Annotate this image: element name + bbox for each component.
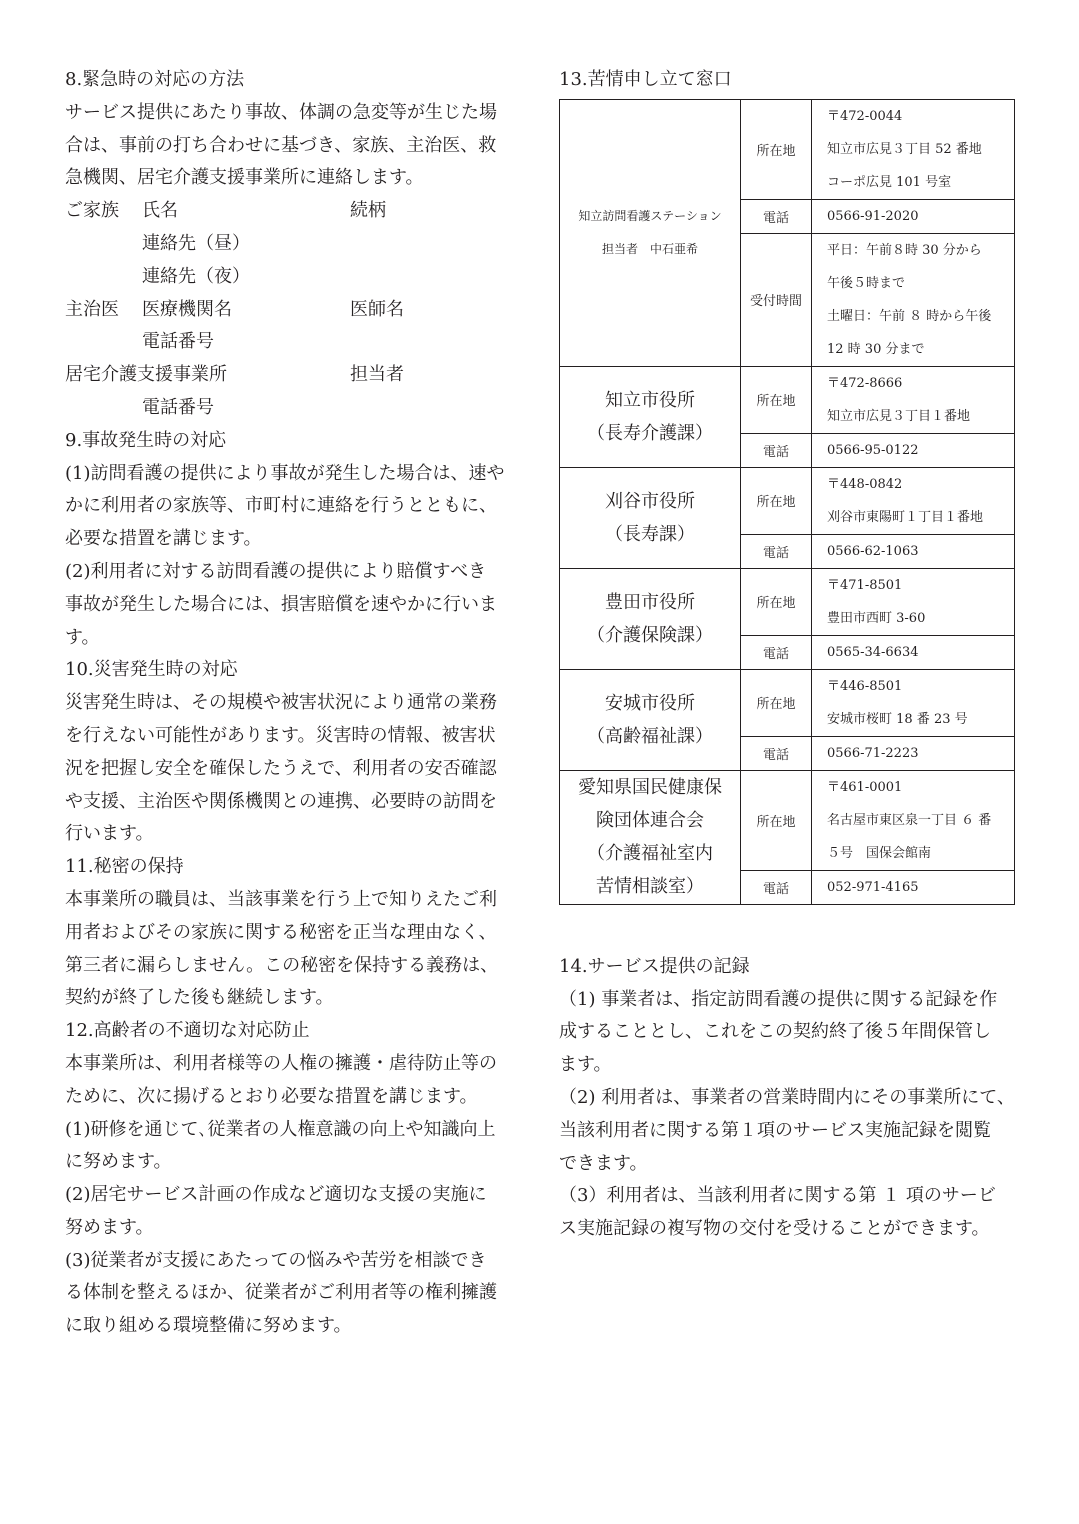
section-10-heading: 10.災害発生時の対応 [65,659,238,681]
address-label: 所在地 [741,669,812,736]
section-8-text: 急機関、居宅介護支援事業所に連絡します。 [65,167,424,189]
doctor-name-label: 医師名 [350,298,404,320]
address-line: 知立市広見３丁目１番地 [827,408,971,424]
section-8-text: サービス提供にあたり事故、体調の急変等が生じた場 [65,101,497,123]
table-row [560,669,1015,736]
station-org-cell [560,99,741,366]
section-10-text: 況を把握し安全を確保したうえで、利用者の安否確認 [65,757,497,779]
address-cell [812,467,1015,534]
org-name: 険団体連合会 [596,810,704,832]
section-11-text: 契約が終了した後も継続します。 [65,987,334,1009]
station-hours-cell [812,233,1015,366]
tel-cell [812,433,1015,467]
section-9-text: 必要な措置を講じます。 [65,528,262,550]
family-label: ご家族 [65,200,119,222]
section-8-heading: 8.緊急時の対応の方法 [65,69,245,90]
doctor-row [65,294,525,327]
table-row [560,568,1015,635]
toyota-org-cell [560,568,741,669]
address-cell [812,669,1015,736]
care-office-phone-label: 電話番号 [142,396,214,418]
section-9-text: す。 [65,626,100,648]
section-9-text: かに利用者の家族等、市町村に連絡を行うとともに、 [65,495,497,517]
section-12-text: に努めます。 [65,1151,172,1173]
section-12-heading: 12.高齢者の不適切な対応防止 [65,1020,310,1042]
org-dept: （長寿課） [605,523,695,545]
address-cell [812,568,1015,635]
tel-number: 0566-62-1063 [827,543,919,559]
care-office-phone-row [65,392,525,425]
tel-cell [812,534,1015,568]
name-label: 氏名 [142,200,178,222]
section-9-text: (2)利用者に対する訪問看護の提供により賠償すべき [65,560,487,582]
section-10-text: を行えない可能性があります。災害時の情報、被害状 [65,724,496,746]
org-name: 知立市役所 [605,389,695,411]
address-cell [812,770,1015,870]
address-label: 所在地 [741,770,812,870]
doctor-phone-label: 電話番号 [142,331,214,353]
address-label: 所在地 [741,467,812,534]
postal-code: 〒472-8666 [827,375,903,391]
tel-label: 電話 [741,534,812,568]
section-12-text: 努めます。 [65,1216,154,1238]
org-dept: 苦情相談室） [596,876,704,898]
hours-line: 午後５時まで [827,275,906,291]
address-line: 豊田市西町 3-60 [827,610,926,626]
complaint-contact-table [559,99,1015,905]
tel-cell [812,736,1015,770]
care-office-label: 居宅介護支援事業所 [65,364,227,386]
hours-line: 12 時 30 分まで [827,341,925,357]
tel-cell [812,635,1015,669]
chiryu-org-cell [560,366,741,467]
section-14-text: 成することとし、これをこの契約終了後５年間保管し [559,1021,991,1043]
section-11-text: 本事業所の職員は、当該事業を行う上で知りえたご利 [65,888,497,910]
org-name: 刈谷市役所 [605,490,695,512]
station-tel-cell [812,199,1015,233]
tel-number: 0566-91-2020 [827,208,919,224]
address-label: 所在地 [741,366,812,433]
org-name: 安城市役所 [605,692,695,714]
section-14-heading: 14.サービス提供の記録 [559,955,750,977]
postal-code: 〒461-0001 [827,779,903,795]
contact-day-label: 連絡先（昼） [142,232,250,254]
section-14-text: ス実施記録の複写物の交付を受けることができます。 [559,1218,990,1240]
section-12-text: 本事業所は、利用者様等の人権の擁護・虐待防止等の [65,1052,497,1074]
org-dept: （高齢福祉課） [587,725,713,747]
relation-label: 続柄 [350,200,386,222]
section-9-text: 事故が発生した場合には、損害賠償を速やかに行いま [65,593,497,615]
section-9-heading: 9.事故発生時の対応 [65,429,227,451]
org-dept: （長寿介護課） [587,422,713,444]
address-cell [812,366,1015,433]
section-14-text: ます。 [559,1054,612,1076]
family-row [65,195,525,228]
section-10-text: 行います。 [65,823,154,845]
address-line: ５号 国保会館南 [827,845,932,861]
table-row [560,467,1015,534]
tel-label: 電話 [741,870,812,904]
station-address-cell [812,99,1015,199]
section-12-text: る体制を整えるほか、従業者がご利用者等の権利擁護 [65,1282,497,1304]
contact-night-row [65,261,525,294]
tel-number: 0565-34-6634 [827,644,919,660]
section-14-text: （2) 利用者は、事業者の営業時間内にその事業所にて、 [559,1086,1015,1108]
tel-label: 電話 [741,635,812,669]
postal-code: 〒471-8501 [827,577,903,593]
station-name: 知立訪問看護ステーション [578,208,722,223]
address-line: 知立市広見３丁目 52 番地 [827,141,982,157]
section-8-text: 合は、事前の打ち合わせに基づき、家族、主治医、救 [65,134,497,156]
tel-cell [812,870,1015,904]
section-12-text: ために、次に揚げるとおり必要な措置を講じます。 [65,1085,478,1107]
address-line: 刈谷市東陽町１丁目１番地 [827,509,984,525]
section-11-text: 第三者に漏らしません。この秘密を保持する義務は、 [65,954,499,976]
table-row [560,99,1015,199]
table-row [560,366,1015,433]
federation-org-cell [560,770,741,904]
section-10-text: 災害発生時は、その規模や被害状況により通常の業務 [65,692,497,714]
postal-code: 〒446-8501 [827,678,903,694]
address-line: 名古屋市東区泉一丁目 ６ 番 [827,812,992,828]
section-14 [559,951,1029,1246]
org-dept: （介護福祉室内 [587,843,713,865]
doctor-label: 主治医 [65,298,119,320]
address-label: 所在地 [741,99,812,199]
staff-label: 担当者 [350,364,404,386]
address-line: 安城市桜町 18 番 23 号 [827,711,968,727]
postal-code: 〒472-0044 [827,108,903,124]
hours-line: 土曜日：午前 ８ 時から午後 [827,308,992,324]
tel-number: 052-971-4165 [827,879,919,895]
right-column [559,64,1029,1246]
section-12-text: (3)従業者が支援にあたっての悩みや苦労を相談でき [65,1249,487,1271]
tel-number: 0566-71-2223 [827,745,919,761]
table-row [560,770,1015,870]
contact-day-row [65,228,525,261]
org-name: 豊田市役所 [605,591,695,613]
address-label: 所在地 [741,568,812,635]
section-14-text: できます。 [559,1152,648,1174]
left-column [65,64,525,1343]
section-10-text: や支援、主治医や関係機関との連携、必要時の訪問を [65,790,497,812]
section-9-text: (1)訪問看護の提供により事故が発生した場合は、速や [65,462,505,484]
section-13-heading: 13.苦情申し立て窓口 [559,69,732,90]
doctor-phone-row [65,326,525,359]
contact-night-label: 連絡先（夜） [142,265,250,287]
section-12-text: (2)居宅サービス計画の作成など適切な支援の実施に [65,1184,487,1206]
postal-code: 〒448-0842 [827,476,903,492]
care-office-row [65,359,525,392]
section-11-text: 用者およびその家族に関する秘密を正当な理由なく、 [65,921,497,943]
tel-number: 0566-95-0122 [827,442,919,458]
address-line: コーポ広見 101 号室 [827,174,952,190]
kariya-org-cell [560,467,741,568]
tel-label: 電話 [741,199,812,233]
section-12-text: (1)研修を通じて､従業者の人権意識の向上や知識向上 [65,1118,496,1140]
station-staff: 担当者 中石亜希 [601,241,698,256]
hours-label: 受付時間 [741,233,812,366]
org-dept: （介護保険課） [587,624,713,646]
section-14-text: （1) 事業者は、指定訪問看護の提供に関する記録を作 [559,988,998,1010]
section-11-heading: 11.秘密の保持 [65,856,184,878]
institution-label: 医療機関名 [142,298,232,320]
section-12-text: に取り組める環境整備に努めます。 [65,1315,352,1337]
section-14-text: （3）利用者は、当該利用者に関する第 １ 項のサービ [559,1185,996,1207]
tel-label: 電話 [741,736,812,770]
tel-label: 電話 [741,433,812,467]
section-14-text: 当該利用者に関する第１項のサービス実施記録を閲覧 [559,1119,991,1141]
org-name: 愛知県国民健康保 [578,777,722,799]
hours-line: 平日：午前８時 30 分から [827,242,982,258]
anjo-org-cell [560,669,741,770]
